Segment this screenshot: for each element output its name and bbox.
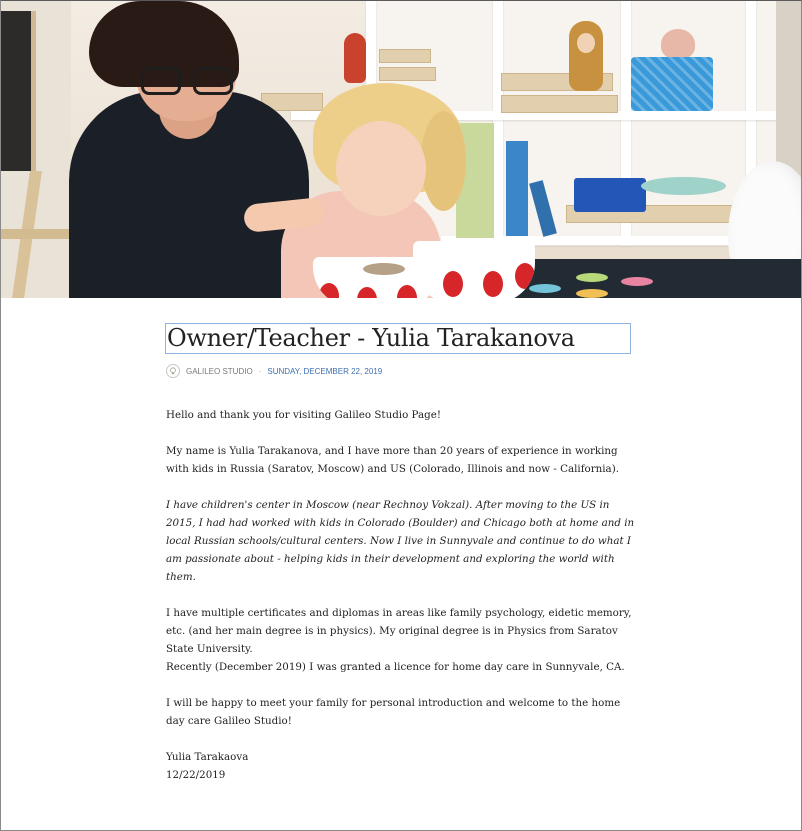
signature-name: Yulia Tarakaova [166,751,249,763]
paragraph-certificates: I have multiple certificates and diplomas in areas like family psychology, eidetic memory, etc. (and her main degree is in physics). My original degree is in Physics from Saratov State University. [166,607,632,655]
post-author[interactable]: GALILEO STUDIO [186,366,253,376]
paragraph-intro: My name is Yulia Tarakanova, and I have more than 20 years of experience in working with kids in Russia (Saratov, Moscow) and US (Colorado, Illinois and now - California). [166,445,619,475]
lightbulb-icon [169,367,177,375]
hero-image [1,1,801,298]
post-title[interactable]: Owner/Teacher - Yulia Tarakanova [165,323,631,354]
paragraph-greeting: Hello and thank you for visiting Galileo Studio Page! [166,409,441,421]
post-date[interactable]: SUNDAY, DECEMBER 22, 2019 [267,366,383,376]
paragraph-welcome: I will be happy to meet your family for personal introduction and welcome to the home day care Galileo Studio! [166,697,621,727]
paragraph-experience: I have children's center in Moscow (near Rechnoy Vokzal). After moving to the US in 2015, I had had worked with kids in Colorado (Boulder) and Chicago both at home and in local Russian schools/cultural centers. Now I live in Sunnyvale and continue to do what I am passionate about - helping kids in their development and exploring the world with them. [166,499,635,583]
post-meta [166,363,382,379]
meta-separator: · [258,366,262,376]
signature-date: 12/22/2019 [166,769,226,781]
author-avatar[interactable] [166,364,180,378]
post-body [166,406,641,784]
paragraph-licence: Recently (December 2019) I was granted a licence for home day care in Sunnyvale, CA. [166,661,625,673]
